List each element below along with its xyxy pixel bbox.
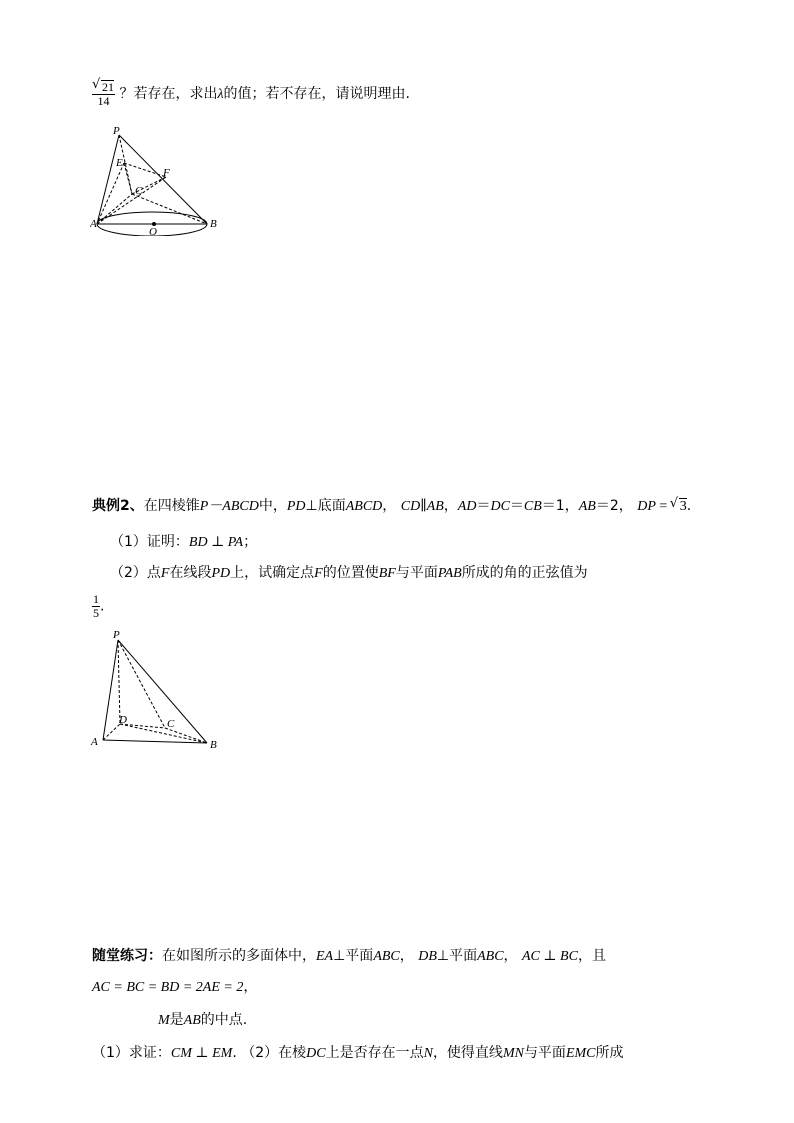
text: ，且 [577, 948, 606, 964]
text: 是 [169, 1012, 184, 1028]
math-cm-perp-em: CM ⊥ EM [170, 1046, 233, 1061]
fraction-numerator: 1 [93, 592, 99, 606]
text: （1）求证： [92, 1045, 171, 1061]
text: 的中点. [200, 1012, 248, 1028]
math-cb: CB [523, 499, 542, 514]
text: ， [382, 498, 397, 514]
fig1-label-c: C [135, 185, 143, 197]
math-equalities: AC = BC = BD = 2AE = 2 [92, 980, 244, 995]
question-text-2: 的值；若不存在，请说明理由. [223, 86, 410, 102]
text: 上是否存在一点 [325, 1045, 424, 1061]
text: （2）在棱 [241, 1045, 307, 1061]
example2-heading: 典例2、 [92, 498, 144, 514]
text: ＝1， [541, 498, 579, 514]
text: 与平面 [523, 1045, 566, 1061]
text: 所成的角的正弦值为 [461, 565, 588, 581]
text: 在如图所示的多面体中， [162, 948, 316, 964]
text: ＝2， [595, 498, 633, 514]
text: 与平面 [395, 565, 438, 581]
math-abcd: ABCD [345, 499, 383, 514]
math-abc: ABC [477, 949, 504, 964]
example2-statement [92, 495, 691, 515]
math-pd: PD [286, 499, 306, 514]
fraction-sqrt21-over-14 [92, 80, 115, 108]
text: ＝ [509, 498, 524, 514]
text: . [100, 598, 105, 615]
text: . [232, 1045, 237, 1061]
problem1-tail-line [92, 80, 410, 108]
text: 的位置使 [322, 565, 379, 581]
text: ； [243, 534, 258, 550]
math-abc: ABC [373, 949, 400, 964]
lambda-symbol: λ [217, 87, 224, 102]
math-emc: EMC [565, 1046, 596, 1061]
practice-heading: 随堂练习： [92, 948, 162, 964]
fig1-label-a: A [90, 218, 97, 230]
figure1-cone-diagram [90, 124, 220, 236]
math-bd-perp-pa: BD ⊥ PA [188, 535, 244, 550]
fig2-label-a: A [91, 736, 98, 748]
example2-q2 [110, 562, 588, 582]
fraction-denominator: 14 [92, 94, 115, 108]
fraction-1-over-5 [92, 593, 100, 620]
practice-line4 [92, 1042, 624, 1062]
fig2-label-b: B [210, 739, 217, 751]
example2-fraction-line [92, 593, 104, 620]
math-pabcd: P－ABCD [199, 499, 259, 514]
question-text: ？若存在，求出 [119, 86, 218, 102]
text: ， [243, 979, 258, 995]
text: ， [443, 498, 458, 514]
text: ⊥底面 [305, 498, 346, 514]
text: 中， [258, 498, 287, 514]
text: 在四棱锥 [143, 498, 200, 514]
text: 所成 [595, 1045, 624, 1061]
math-db: DB [418, 949, 437, 964]
math-pab: PAB [437, 566, 462, 581]
text: ， [399, 948, 414, 964]
example2-q1 [110, 531, 257, 551]
math-dp: DP [637, 499, 656, 514]
math-ad: AD [457, 499, 477, 514]
sqrt-3: √ 3 [679, 498, 687, 515]
practice-statement [92, 945, 606, 965]
text: . [686, 498, 692, 514]
math-n: N [423, 1046, 433, 1061]
math-pd: PD [211, 566, 231, 581]
text: 在线段 [169, 565, 212, 581]
math-f: F [160, 566, 170, 581]
text: ＝ [476, 498, 491, 514]
sqrt-21: √ 21 [101, 80, 114, 94]
fig2-label-d: D [119, 714, 127, 726]
math-ab: AB [578, 499, 596, 514]
math-dc: DC [306, 1046, 326, 1061]
math-dc: DC [490, 499, 510, 514]
math-mn: MN [502, 1046, 524, 1061]
figure2-pyramid-diagram [90, 626, 225, 752]
text: （1）证明： [110, 534, 189, 550]
text: ， [503, 948, 518, 964]
math-m: M [158, 1013, 170, 1028]
fig1-label-p: P [113, 125, 120, 137]
fraction-denominator: 5 [93, 606, 99, 620]
text: ⊥平面 [333, 948, 374, 964]
math-f: F [314, 566, 323, 581]
text: （2）点 [110, 565, 161, 581]
math-ab: AB [183, 1013, 201, 1028]
fig1-label-o: O [149, 226, 157, 236]
math-bf: BF [378, 566, 396, 581]
text: ⊥平面 [436, 948, 478, 964]
fig1-label-f: F [163, 167, 170, 179]
fig1-label-e: E [116, 157, 123, 169]
fig2-label-p: P [113, 629, 120, 641]
text: = [655, 499, 671, 514]
math-ac-perp-bc: AC ⊥ BC [522, 949, 578, 964]
practice-line3 [158, 1009, 247, 1029]
practice-line2 [92, 976, 257, 996]
math-ea: EA [316, 949, 334, 964]
fig2-label-c: C [167, 718, 175, 730]
text: 上，试确定点 [230, 565, 315, 581]
fig1-label-b: B [210, 218, 217, 230]
math-cd-parallel-ab: CD∥AB [400, 499, 444, 514]
text: ，使得直线 [432, 1045, 503, 1061]
